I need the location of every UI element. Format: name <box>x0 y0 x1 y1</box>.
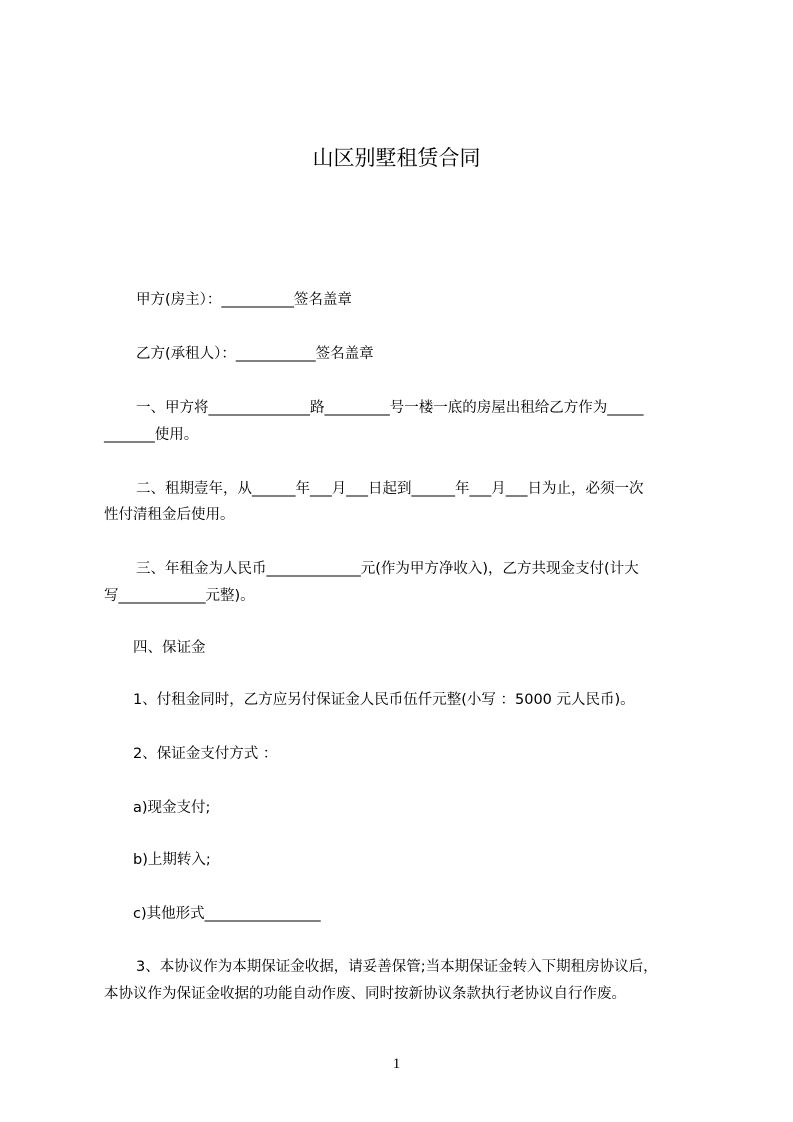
clause-1-line-2: _______使用。 <box>104 427 199 443</box>
deposit-item-2: 2、保证金支付方式 ： <box>133 746 278 762</box>
clause-4-heading: 四、保证金 <box>133 640 206 656</box>
clause-1-line-1: 一、甲方将______________路_________号一楼一底的房屋出租给乙方作为_____ <box>136 400 644 416</box>
deposit-item-1: 1、付租金同时，乙方应另付保证金人民币伍仟元整(小写 ：5000 元人民币)。 <box>133 692 635 708</box>
clause-3-line-1: 三、年租金为人民币_____________元(作为甲方净收入)，乙方共现金支付(计大 <box>136 561 639 577</box>
page-number: 1 <box>392 1056 401 1072</box>
payment-option-a: a)现金支付; <box>133 800 211 816</box>
document-title: 山区别墅租赁合同 <box>312 146 481 170</box>
clause-2-line-2: 性付清租金后使用。 <box>104 507 235 523</box>
deposit-item-3-line-1: 3、本协议作为本期保证金收据，请妥善保管;当本期保证金转入下期租房协议后， <box>136 959 658 975</box>
deposit-item-3-line-2: 本协议作为保证金收据的功能自动作废、同时按新协议条款执行老协议自行作废。 <box>104 986 626 1002</box>
clause-3-line-2: 写____________元整)。 <box>104 588 255 604</box>
clause-2-line-1: 二、租期壹年，从______年___月___日起到______年___月___日为止，必须一次 <box>136 481 644 497</box>
payment-option-b: b)上期转入; <box>133 852 211 868</box>
payment-option-c: c)其他形式________________ <box>133 906 321 922</box>
party-a-line: 甲方(房主）：__________签名盖章 <box>136 292 352 308</box>
party-b-line: 乙方(承租人）：___________签名盖章 <box>136 346 374 362</box>
